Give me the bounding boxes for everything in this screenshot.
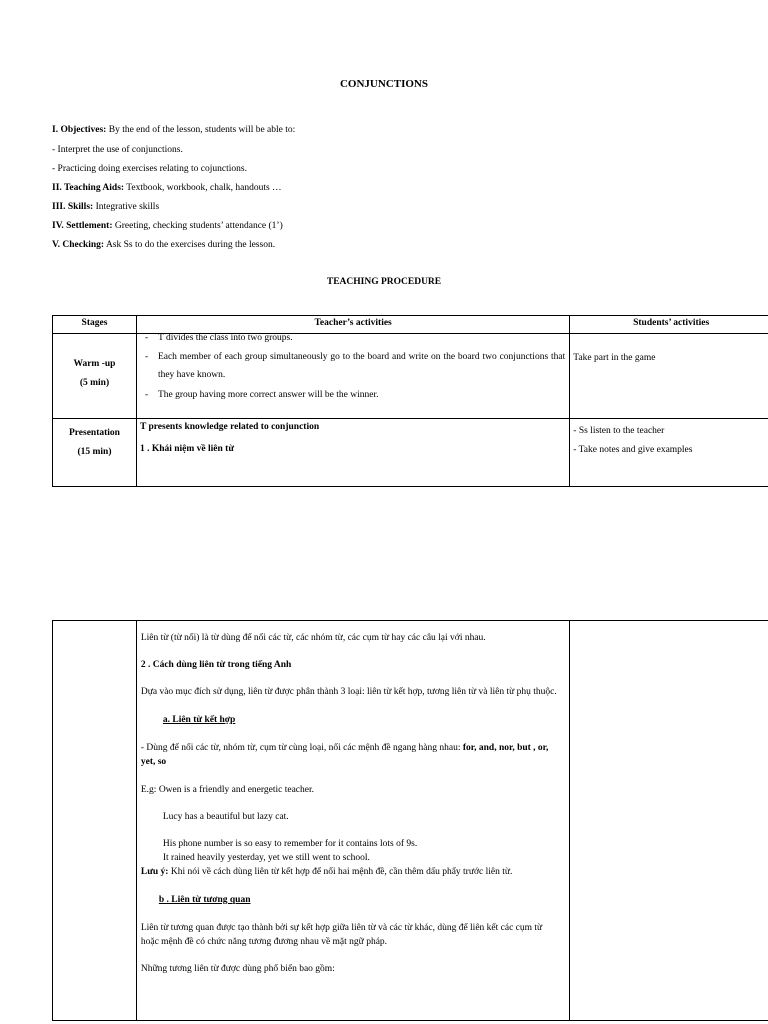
correlative-text: Liên từ tương quan được tạo thành bởi sự kết hợp giữa liên từ và các từ khác, dùng để liên kết các cụm từ hoặc mệnh đề có chức năng tương đương nhau về mặt ngữ pháp.: [140, 923, 543, 947]
definition-text: Liên từ (từ nối) là từ dùng để nối các từ, các nhóm từ, các cụm từ hay các câu lại với nhau.: [140, 633, 486, 643]
example-text: Owen is a friendly and energetic teacher.: [158, 785, 314, 795]
presentation-intro: T presents knowledge related to conjunction: [139, 422, 320, 432]
aids-text: Textbook, workbook, chalk, handouts …: [124, 183, 282, 193]
procedure-title: TEACHING PROCEDURE: [326, 277, 442, 287]
checking-line: [52, 240, 275, 250]
example-text: It rained heavily yesterday, yet we still went to school.: [162, 853, 370, 863]
note-body: Khi nói về cách dùng liên từ kết hợp để nối hai mệnh đề, cần thêm dấu phẩy trước liên từ.: [168, 867, 513, 877]
aids-label: II. Teaching Aids:: [52, 183, 125, 193]
skills-line: [52, 202, 159, 212]
presentation-heading: 1 . Khái niệm về liên từ: [139, 444, 235, 454]
stage-cell-empty: [53, 621, 137, 1021]
presentation-stage-time: (15 min): [77, 447, 112, 457]
procedure-table-continued: [52, 620, 768, 1021]
table-row-presentation: [53, 419, 768, 487]
subheading-a: a. Liên từ kết hợp: [162, 715, 236, 725]
presentation-stage-name: Presentation: [68, 428, 120, 438]
header-stages: Stages: [53, 316, 137, 334]
objectives-label: I. Objectives:: [52, 125, 107, 135]
header-students: Students’ activities: [570, 316, 768, 334]
objective-item: - Practicing doing exercises relating to cojunctions.: [52, 164, 247, 174]
teaching-aids-line: [52, 183, 282, 193]
checking-text: Ask Ss to do the exercises during the lesson.: [104, 240, 276, 250]
coordinating-text: [141, 741, 561, 769]
presentation-student: [570, 419, 768, 487]
common-correlatives-text: Những tương liên từ được dùng phổ biến bao gồm:: [140, 964, 335, 974]
coordinating-words: for, and, nor, but , or, yet, so: [140, 743, 549, 767]
objective-item: - Interpret the use of conjunctions.: [52, 145, 183, 155]
table-row-warmup: [53, 334, 768, 419]
coordinating-desc: - Dùng để nối các từ, nhóm từ, cụm từ cùng loại, nối các mệnh đề ngang hàng nhau:: [140, 743, 463, 753]
warmup-teacher-item: - The group having more correct answer will be the winner.: [139, 386, 565, 404]
warmup-student: Take part in the game: [570, 334, 768, 419]
presentation-student-item: - Take notes and give examples: [573, 445, 693, 455]
warmup-stage-name: Warm -up: [73, 359, 116, 369]
example-text: Lucy has a beautiful but lazy cat.: [162, 812, 289, 822]
example-label: E.g:: [140, 785, 159, 795]
example-line: [141, 783, 561, 797]
presentation-student-item: - Ss listen to the teacher: [573, 426, 665, 436]
objectives-text: By the end of the lesson, students will be able to:: [106, 125, 296, 135]
settlement-line: [52, 221, 283, 231]
subheading-b: b . Liên từ tương quan: [158, 895, 251, 905]
warmup-teacher-item: - T divides the class into two groups.: [139, 333, 565, 343]
warmup-stage-time: (5 min): [79, 378, 110, 388]
continued-teacher: [136, 621, 569, 1021]
header-teacher: Teacher’s activities: [136, 316, 569, 334]
settlement-label: IV. Settlement:: [52, 221, 113, 231]
classification-text: Dựa vào mục đích sử dụng, liên từ được phân thành 3 loại: liên từ kết hợp, tương liên từ và liên từ phụ thuộc.: [140, 687, 557, 697]
warmup-teacher: [136, 334, 569, 419]
procedure-table: [52, 315, 768, 487]
presentation-teacher: [136, 419, 569, 487]
note-label: Lưu ý:: [140, 867, 169, 877]
skills-label: III. Skills:: [52, 202, 94, 212]
objectives-line: [52, 125, 295, 135]
note-text: [141, 865, 561, 879]
skills-text: Integrative skills: [93, 202, 160, 212]
example-text: His phone number is so easy to remember for it contains lots of 9s.: [162, 839, 418, 849]
student-cell-empty: [570, 621, 768, 1021]
settlement-text: Greeting, checking students’ attendance (1’): [112, 221, 283, 231]
warmup-stage: [53, 334, 137, 419]
section-heading-2: 2 . Cách dùng liên từ trong tiếng Anh: [140, 660, 292, 670]
presentation-stage: [53, 419, 137, 487]
document-title: CONJUNCTIONS: [339, 78, 428, 90]
table-row-continued: [53, 621, 768, 1021]
table-header-row: [53, 316, 768, 334]
checking-label: V. Checking:: [52, 240, 105, 250]
warmup-teacher-item: - Each member of each group simultaneously go to the board and write on the board two conjunctions that they have known.: [139, 348, 565, 384]
